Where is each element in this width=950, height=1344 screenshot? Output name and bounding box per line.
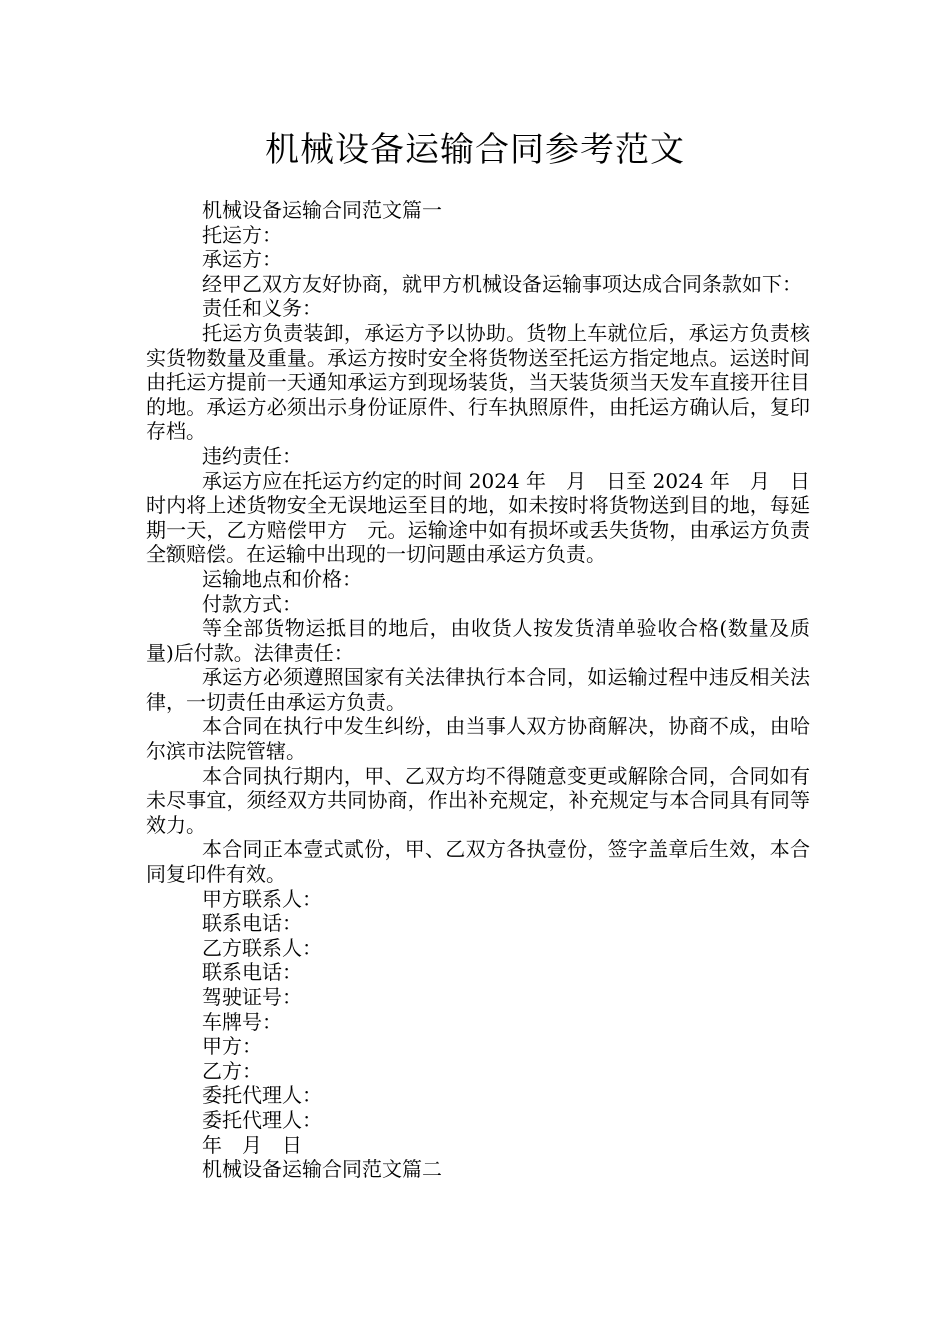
paragraph: 委托代理人：: [202, 1107, 322, 1132]
paragraph: 运输地点和价格：: [202, 566, 362, 591]
paragraph: 承运方必须遵照国家有关法律执行本合同，如运输过程中违反相关法律，一切责任由承运方负责。: [146, 665, 810, 714]
paragraph: 承运方应在托运方约定的时间 2024 年 月 日至 2024 年 月 日时内将上述货物安全无误地运至目的地，如未按时将货物送到目的地，每延期一天，乙方赔偿甲方 元。运输途中如有损坏或丢失货物，由承运方负责全额赔偿。在运输中出现的一切问题由承运方负责。: [146, 468, 810, 567]
paragraph: 责任和义务：: [202, 296, 322, 321]
section-heading: 机械设备运输合同范文篇二: [202, 1157, 442, 1182]
paragraph: 经甲乙双方友好协商，就甲方机械设备运输事项达成合同条款如下：: [202, 271, 802, 296]
paragraph: 委托代理人：: [202, 1083, 322, 1108]
paragraph: 托运方：: [202, 222, 282, 247]
paragraph: 联系电话：: [202, 960, 302, 985]
paragraph: 年 月 日: [202, 1132, 302, 1157]
paragraph: 车牌号：: [202, 1009, 282, 1034]
paragraph: 本合同正本壹式贰份，甲、乙双方各执壹份，签字盖章后生效，本合同复印件有效。: [146, 837, 810, 887]
paragraph: 本合同在执行中发生纠纷，由当事人双方协商解决，协商不成，由哈尔滨市法院管辖。: [146, 714, 810, 764]
section-heading: 机械设备运输合同范文篇一: [202, 198, 442, 222]
paragraph: 甲方：: [202, 1034, 262, 1059]
paragraph: 承运方：: [202, 247, 282, 272]
paragraph: 乙方联系人：: [202, 935, 322, 960]
document-body: [146, 198, 810, 1182]
paragraph: 甲方联系人：: [202, 886, 322, 911]
paragraph: 等全部货物运抵目的地后，由收货人按发货清单验收合格(数量及质量)后付款。法律责任：: [146, 616, 810, 665]
paragraph: 付款方式：: [202, 591, 302, 616]
paragraph: 联系电话：: [202, 911, 302, 936]
document-title: 机械设备运输合同参考范文: [265, 130, 685, 170]
paragraph: 乙方：: [202, 1058, 262, 1083]
paragraph: 托运方负责装卸，承运方予以协助。货物上车就位后，承运方负责核实货物数量及重量。承运方按时安全将货物送至托运方指定地点。运送时间由托运方提前一天通知承运方到现场装货，当天装货须当天发车直接开往目的地。承运方必须出示身份证原件、行车执照原件，由托运方确认后，复印存档。: [146, 320, 810, 444]
paragraph: 驾驶证号：: [202, 985, 302, 1009]
paragraph: 违约责任：: [202, 443, 302, 468]
paragraph: 本合同执行期内，甲、乙双方均不得随意变更或解除合同，合同如有未尽事宜，须经双方共同协商，作出补充规定，补充规定与本合同具有同等效力。: [146, 763, 810, 837]
